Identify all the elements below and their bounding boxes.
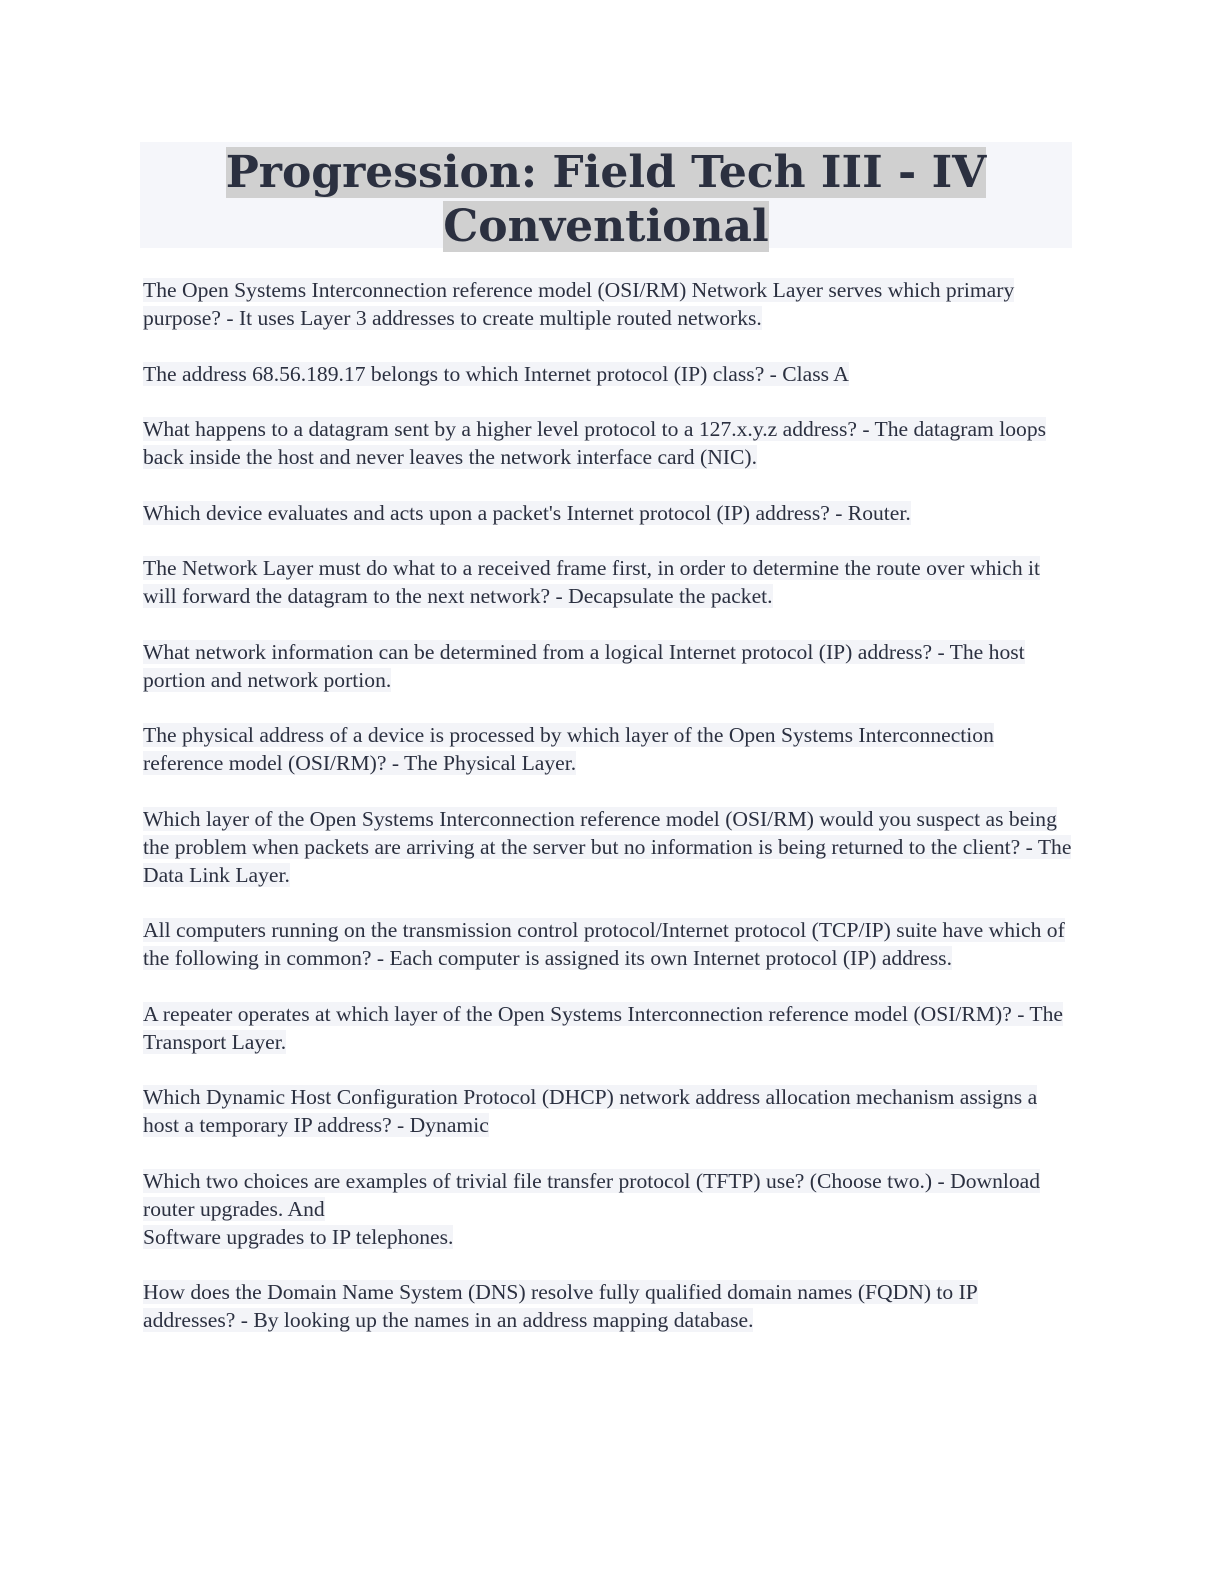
qa-text: What happens to a datagram sent by a higher level protocol to a 127.x.y.z address? - The datagram loops back inside the host and never leaves the network interface card (NIC). (143, 417, 1047, 469)
qa-text-continued: Software upgrades to IP telephones. (143, 1224, 454, 1249)
qa-item (143, 499, 1072, 527)
qa-text: All computers running on the transmission control protocol/Internet protocol (TCP/IP) suite have which of the following in common? - Each computer is assigned its own Internet protocol (IP) address. (143, 918, 1065, 970)
qa-item (143, 1083, 1072, 1139)
title-block (140, 142, 1072, 252)
qa-item (143, 805, 1072, 889)
title-line-2: Conventional (443, 201, 769, 252)
qa-text: The physical address of a device is processed by which layer of the Open Systems Interconnection reference model (OSI/RM)? - The Physical Layer. (143, 723, 994, 775)
qa-text: The Network Layer must do what to a received frame first, in order to determine the route over which it will forward the datagram to the next network? - Decapsulate the packet. (143, 556, 1041, 608)
qa-item (143, 1000, 1072, 1056)
qa-text: Which two choices are examples of trivial file transfer protocol (TFTP) use? (Choose two.) - Download router upgrades. And (143, 1168, 1041, 1221)
qa-item (143, 554, 1072, 610)
qa-list (140, 276, 1072, 1334)
qa-text: Which Dynamic Host Configuration Protocol (DHCP) network address allocation mechanism assigns a host a temporary IP address? - Dynamic (143, 1085, 1038, 1137)
qa-text: A repeater operates at which layer of the Open Systems Interconnection reference model (OSI/RM)? - The Transport Layer. (143, 1001, 1063, 1054)
qa-item (143, 415, 1072, 471)
qa-item (143, 916, 1072, 972)
qa-text: The address 68.56.189.17 belongs to which Internet protocol (IP) class? - Class A (143, 361, 849, 386)
page-title (140, 146, 1072, 254)
qa-item (143, 276, 1072, 332)
qa-item (143, 360, 1072, 388)
qa-text: What network information can be determined from a logical Internet protocol (IP) address? - The host portion and network portion. (143, 639, 1025, 692)
title-line-1: Progression: Field Tech III - IV (225, 147, 987, 198)
qa-item (143, 1167, 1072, 1251)
qa-text: How does the Domain Name System (DNS) resolve fully qualified domain names (FQDN) to IP addresses? - By looking up the names in an address mapping database. (143, 1280, 978, 1332)
qa-item (143, 721, 1072, 777)
qa-text: Which layer of the Open Systems Interconnection reference model (OSI/RM) would you suspect as being the problem when packets are arriving at the server but no information is being returned to the client? - The Data Link Layer. (143, 806, 1072, 887)
qa-item (143, 638, 1072, 694)
qa-text: The Open Systems Interconnection reference model (OSI/RM) Network Layer serves which primary purpose? - It uses Layer 3 addresses to create multiple routed networks. (143, 278, 1015, 330)
qa-text: Which device evaluates and acts upon a packet's Internet protocol (IP) address? - Router. (143, 500, 911, 525)
qa-item (143, 1278, 1072, 1334)
document-page (140, 142, 1072, 1362)
